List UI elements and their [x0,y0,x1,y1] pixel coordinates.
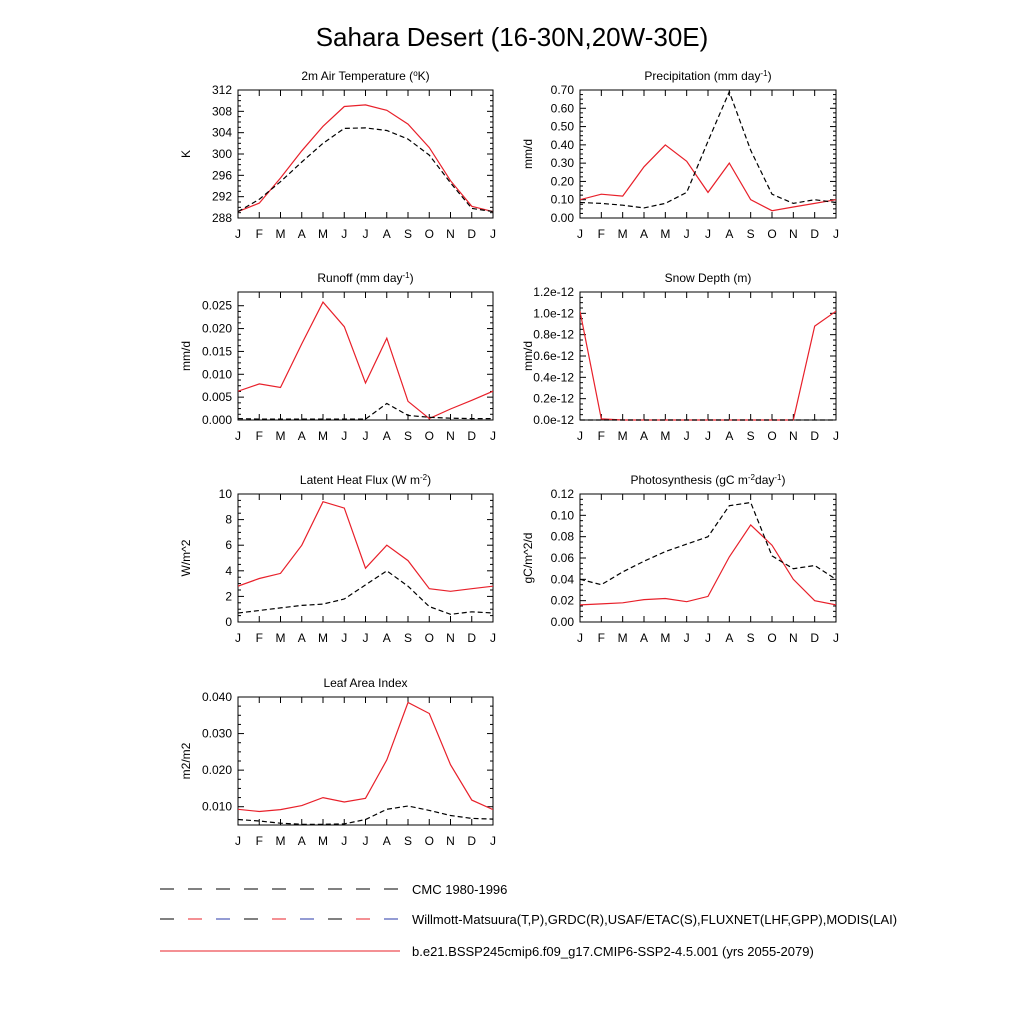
x-tick-label: J [362,834,369,848]
y-axis-label: mm/d [521,139,535,169]
panel-title-part: ) [781,473,786,487]
y-tick-label: 0.50 [550,119,574,134]
panel-title-sup: -1 [760,68,768,78]
x-tick-label: N [446,631,455,645]
x-tick-label: O [767,631,777,645]
x-tick-label: M [318,429,328,443]
model-series-line [238,502,493,592]
y-tick-label: 0.8e-12 [533,327,574,342]
x-tick-label: A [297,429,306,443]
y-axis-label: mm/d [179,341,193,371]
y-tick-label: 0.60 [550,101,574,116]
y-tick-label: 304 [211,125,232,140]
y-tick-label: 0.2e-12 [533,391,574,406]
x-tick-label: J [577,227,583,241]
x-tick-label: F [255,429,263,443]
x-tick-label: J [705,631,711,645]
model-series-line [238,302,493,419]
panel-title-part: ) [409,271,414,285]
y-tick-label: 0.0e-12 [533,413,574,427]
x-tick-label: D [467,834,477,848]
model-series-line [238,703,493,812]
panel-title-sup: o [413,68,418,78]
y-tick-label: 0.70 [550,83,574,97]
x-tick-label: J [341,227,348,241]
panel-title-sup: -2 [419,472,428,482]
panel-title-part: Leaf Area Index [323,676,408,690]
x-tick-label: S [403,834,413,848]
y-tick-label: 0.6e-12 [533,349,574,363]
y-tick-label: 292 [211,189,232,204]
x-tick-label: J [341,834,348,848]
x-tick-label: M [318,834,328,848]
y-tick-label: 0.040 [201,690,232,704]
plot-frame [580,90,836,218]
x-tick-label: O [767,429,777,443]
panel-title [631,473,786,488]
x-tick-label: M [660,227,671,241]
model-series-line [238,105,493,212]
y-tick-label: 0.20 [550,174,574,189]
observed-series-line [238,571,493,615]
x-tick-label: A [639,429,649,443]
x-tick-label: J [490,631,496,645]
panel-3 [179,271,496,444]
y-tick-label: 0.4e-12 [533,370,574,385]
x-tick-label: F [597,631,606,645]
x-tick-label: J [341,631,348,645]
panel-title-part: Latent Heat Flux (W m [299,473,420,487]
x-tick-label: D [810,227,820,241]
panel-title-part: day [755,473,775,487]
panel-title-sup: -1 [774,472,782,482]
x-tick-label: J [683,227,690,241]
y-tick-label: 0.10 [550,192,574,207]
x-tick-label: A [725,429,734,443]
y-tick-label: 0.025 [201,298,232,313]
x-tick-label: A [639,227,649,241]
x-tick-label: A [725,631,734,645]
x-tick-label: J [683,631,690,645]
x-tick-label: S [403,631,413,645]
panel-2 [521,69,839,242]
y-tick-label: 0.000 [201,413,232,427]
figure-title: Sahara Desert (16-30N,20W-30E) [315,22,709,52]
x-tick-label: J [833,429,839,443]
legend-item-2 [160,912,897,927]
x-tick-label: O [424,429,434,443]
panel-title-part: Photosynthesis (gC m [630,473,748,487]
y-tick-label: 0.02 [550,593,574,608]
panel-4 [521,271,839,443]
panel-title-part: Precipitation (mm day [644,69,761,83]
plot-frame [238,697,493,825]
x-tick-label: J [705,227,711,241]
x-tick-label: O [424,631,434,645]
x-tick-label: M [617,429,628,443]
x-tick-label: M [318,631,328,645]
y-axis-label: m2/m2 [179,742,193,780]
x-tick-label: J [577,631,583,645]
x-tick-label: N [446,227,455,241]
x-tick-label: S [403,429,413,443]
x-tick-label: J [235,429,241,443]
panel-title-part: Snow Depth (m) [664,271,752,285]
x-tick-label: N [788,631,798,645]
x-tick-label: F [255,834,263,848]
x-tick-label: J [490,227,496,241]
legend-label: Willmott-Matsuura(T,P),GRDC(R),USAF/ETAC(S),FLUXNET(LHF,GPP),MODIS(LAI) [412,912,898,927]
y-tick-label: 312 [211,83,232,97]
x-tick-label: M [617,227,628,241]
y-tick-label: 300 [211,147,232,161]
legend-label: CMC 1980-1996 [412,882,508,897]
panel-title [323,676,407,690]
panel-title-part: Runoff (mm day [317,271,403,285]
x-tick-label: N [788,227,798,241]
y-tick-label: 308 [211,104,232,119]
x-tick-label: A [639,631,649,645]
x-tick-label: J [833,631,839,645]
x-tick-label: M [660,631,671,645]
panel-title [300,473,431,488]
x-tick-label: S [746,631,755,645]
y-tick-label: 10 [218,487,232,501]
x-tick-label: A [725,227,734,241]
x-tick-label: J [235,631,241,645]
observed-series-line [238,128,493,212]
x-tick-label: M [275,631,286,645]
y-tick-label: 4 [225,563,232,578]
x-tick-label: A [382,429,391,443]
y-axis-label: W/m^2 [179,539,193,577]
y-tick-label: 0.020 [201,763,232,778]
y-tick-label: 1.0e-12 [533,306,574,321]
y-tick-label: 2 [225,589,232,604]
x-tick-label: M [660,429,671,443]
y-tick-label: 0.12 [550,487,574,501]
panel-title [317,271,413,286]
x-tick-label: J [833,227,839,241]
x-tick-label: F [255,631,263,645]
x-tick-label: J [683,429,690,443]
legend-label: b.e21.BSSP245cmip6.f09_g17.CMIP6-SSP2-4.5.001 (yrs 2055-2079) [412,944,814,959]
y-tick-label: 0.40 [550,137,574,152]
x-tick-label: J [341,429,348,443]
x-tick-label: A [297,227,306,241]
panel-title-part: ) [427,473,432,487]
legend-item-3 [160,944,814,959]
x-tick-label: A [382,834,391,848]
y-tick-label: 8 [225,512,232,527]
model-series-line [580,145,836,211]
x-tick-label: M [318,227,328,241]
y-tick-label: 0.00 [550,615,574,629]
observed-series-line [580,503,836,585]
plot-frame [238,292,493,420]
x-tick-label: A [382,631,391,645]
y-tick-label: 0.030 [201,726,232,741]
x-tick-label: J [577,429,583,443]
x-tick-label: S [746,227,755,241]
model-series-line [580,311,836,420]
y-tick-label: 0.00 [550,211,574,225]
panel-title-part: ) [767,69,772,83]
x-tick-label: A [297,834,306,848]
y-tick-label: 0.06 [550,551,574,565]
legend [160,882,897,959]
y-tick-label: 0.04 [550,572,574,587]
y-axis-label: mm/d [521,341,535,371]
x-tick-label: F [597,227,606,241]
x-tick-label: S [403,227,413,241]
y-tick-label: 0 [225,615,232,629]
observed-series-line [580,92,836,208]
y-tick-label: 0.10 [550,508,574,523]
y-axis-label: K [179,149,193,159]
panel-title [644,69,771,84]
y-tick-label: 0.005 [201,390,232,405]
x-tick-label: J [705,429,711,443]
y-tick-label: 288 [211,211,232,225]
x-tick-label: A [297,631,306,645]
x-tick-label: D [810,429,820,443]
panel-title [301,69,429,84]
y-tick-label: 0.020 [201,321,232,336]
panel-title [665,271,752,285]
panel-6 [521,473,839,646]
y-tick-label: 0.08 [550,529,574,544]
y-tick-label: 0.015 [201,344,232,359]
x-tick-label: M [617,631,628,645]
x-tick-label: S [746,429,755,443]
plot-frame [238,494,493,622]
x-tick-label: J [235,227,241,241]
x-tick-label: M [275,834,286,848]
x-tick-label: F [597,429,606,443]
x-tick-label: N [446,429,455,443]
x-tick-label: D [467,429,477,443]
x-tick-label: N [788,429,798,443]
plot-frame [238,90,493,218]
y-tick-label: 296 [211,168,232,183]
panel-title-part: K) [417,69,430,83]
y-tick-label: 1.2e-12 [533,285,574,299]
panels [179,69,839,849]
x-tick-label: D [467,227,477,241]
panel-1 [179,69,496,242]
x-tick-label: D [467,631,477,645]
x-tick-label: D [810,631,820,645]
x-tick-label: O [424,227,434,241]
x-tick-label: J [235,834,241,848]
x-tick-label: J [362,227,369,241]
y-axis-label: gC/m^2/d [521,532,535,584]
y-tick-label: 0.010 [201,799,232,814]
x-tick-label: A [382,227,391,241]
panel-title-part: 2m Air Temperature ( [301,69,414,83]
x-tick-label: M [275,227,286,241]
x-tick-label: J [490,834,496,848]
x-tick-label: N [446,834,455,848]
x-tick-label: J [490,429,496,443]
panel-5 [179,473,496,646]
x-tick-label: O [767,227,777,241]
panel-title-sup: -2 [747,472,756,482]
x-tick-label: M [275,429,286,443]
x-tick-label: O [424,834,434,848]
x-tick-label: J [362,429,369,443]
x-tick-label: F [255,227,263,241]
legend-item-1 [160,882,507,897]
y-tick-label: 6 [225,538,232,553]
panel-7 [179,676,496,848]
panel-title-sup: -1 [402,270,410,280]
y-tick-label: 0.010 [201,367,232,382]
y-tick-label: 0.30 [550,156,574,171]
x-tick-label: J [362,631,369,645]
